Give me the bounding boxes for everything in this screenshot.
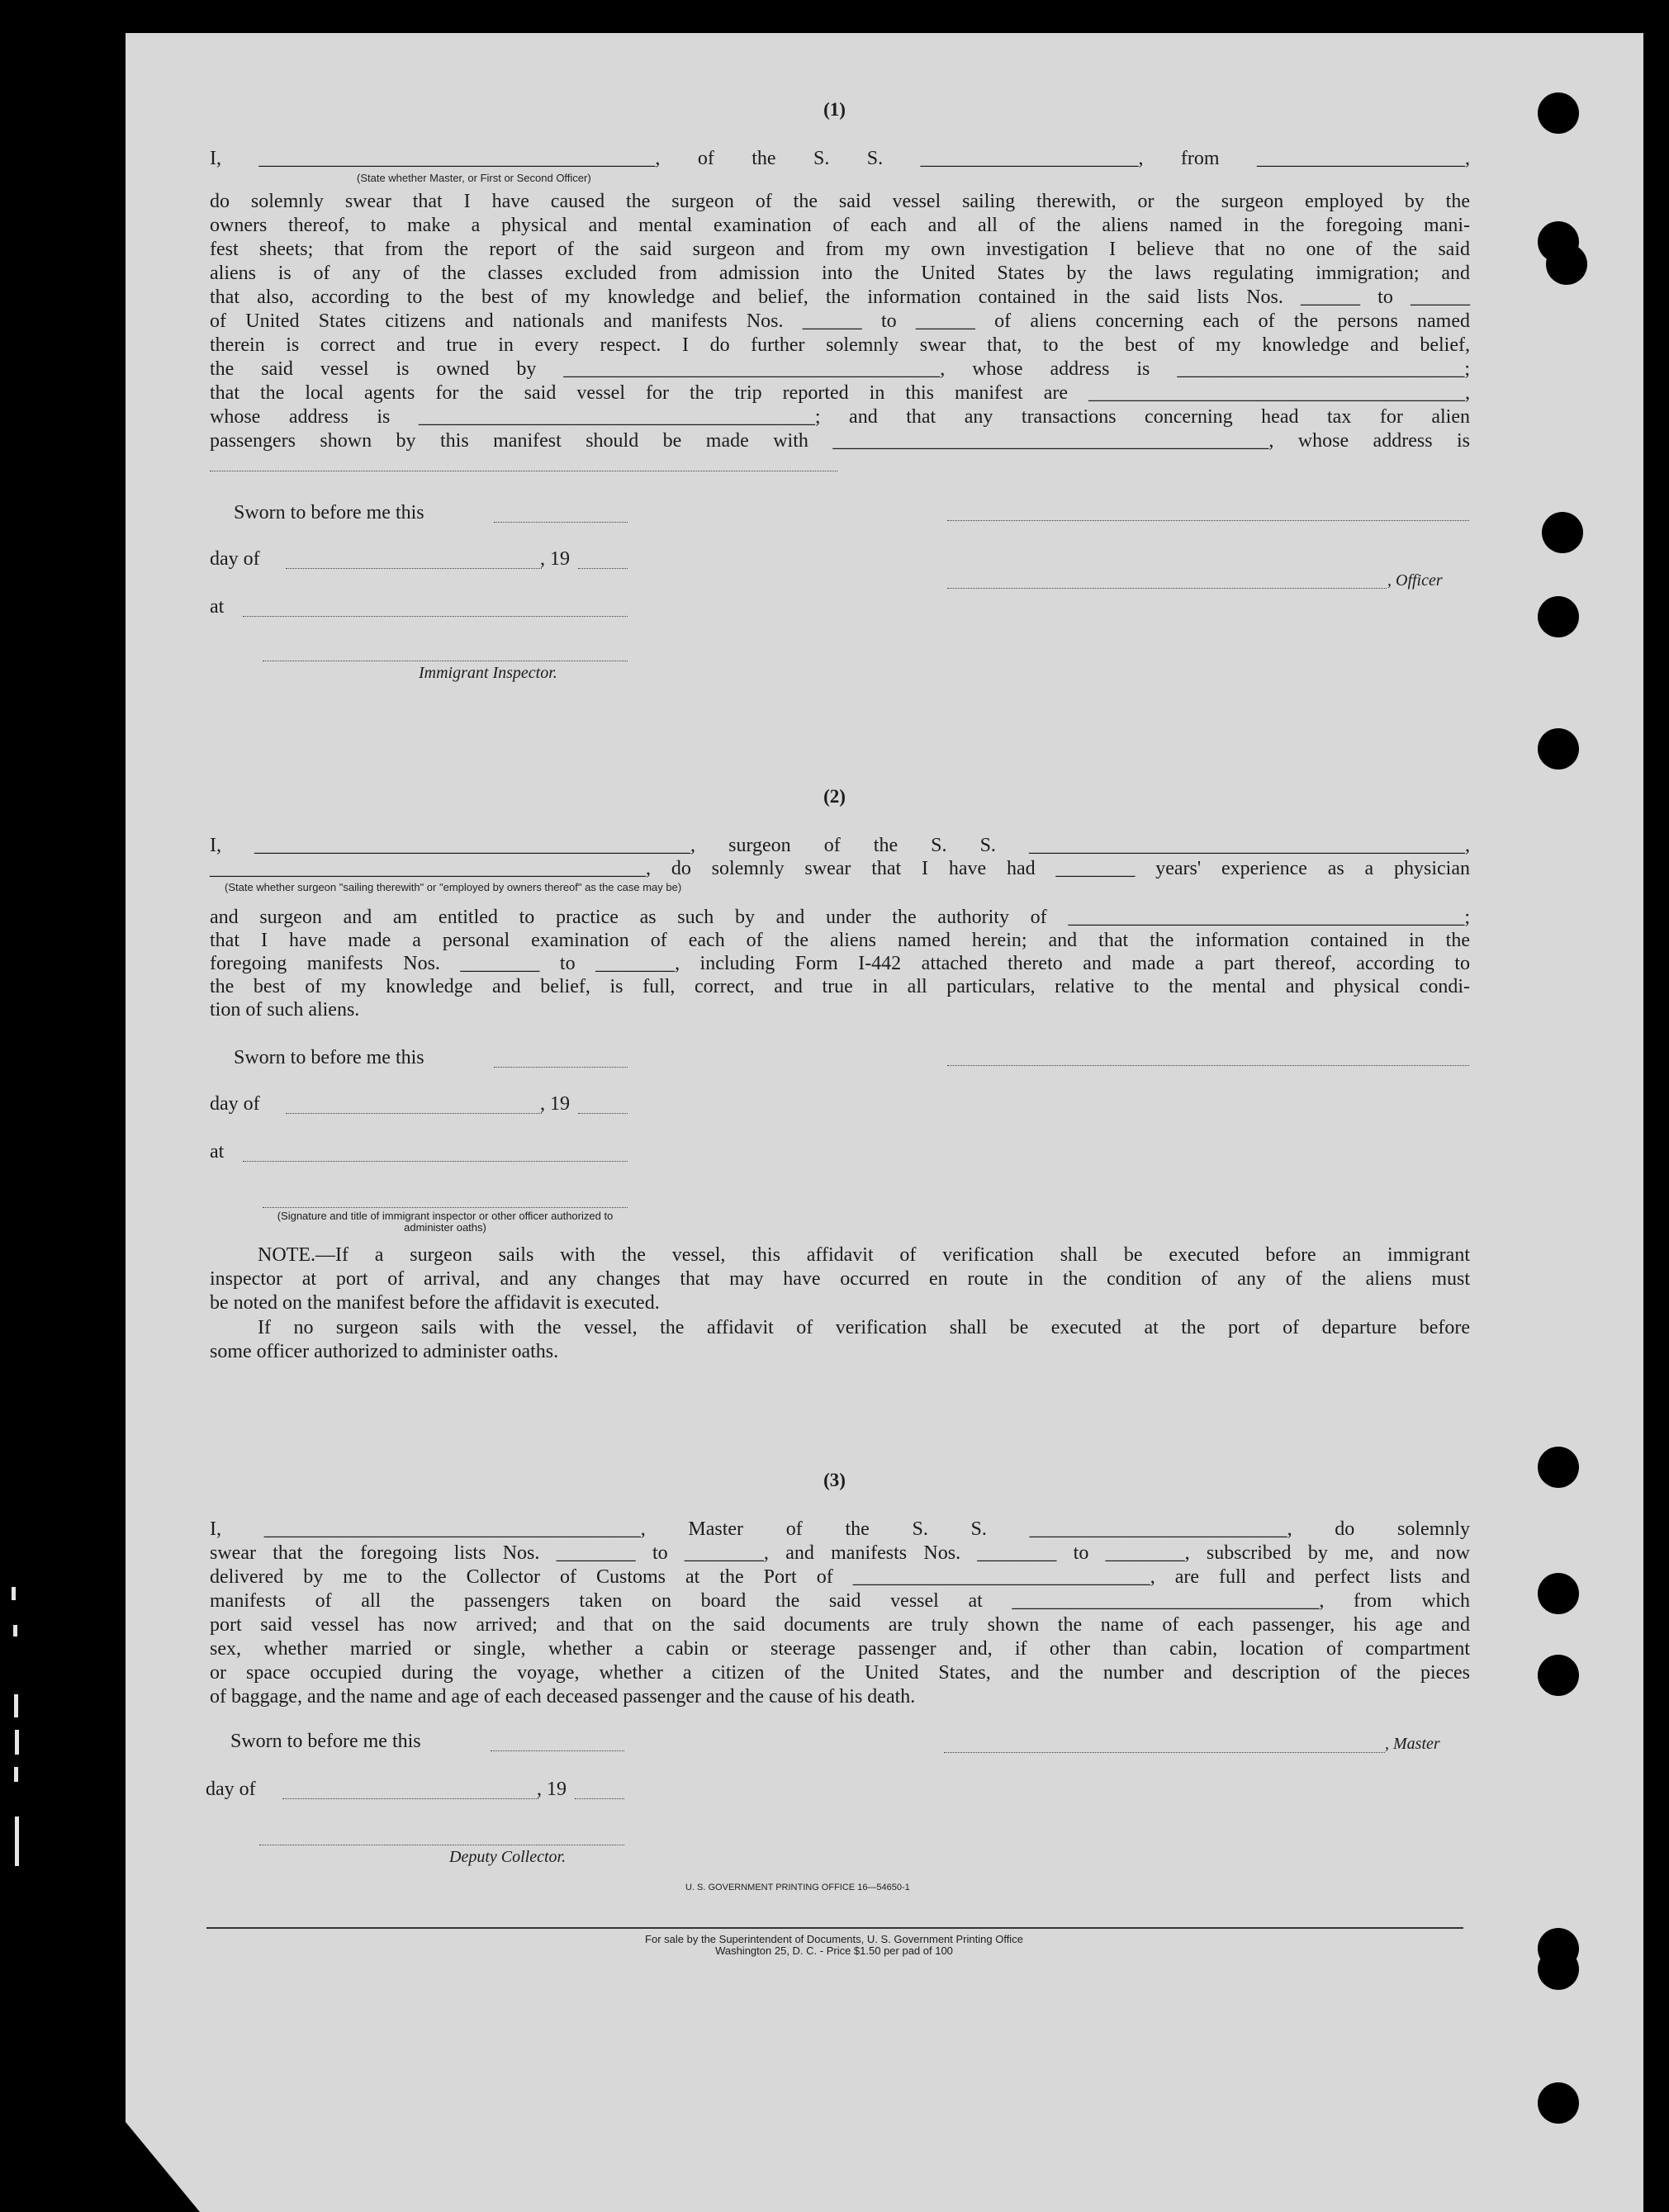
punch-hole (1538, 596, 1579, 637)
section-3-body-line: I, ______________________________________, Master of the S. S. __________________________, do solemnly (210, 1518, 1470, 1540)
note-line: If no surgeon sails with the vessel, the affidavit of verification shall be executed at the port of departure before (258, 1317, 1470, 1338)
section-1-body-line: aliens is of any of the classes excluded from admission into the United States by the laws regulating immigration; and (210, 263, 1470, 284)
punch-hole (1538, 1655, 1579, 1696)
section-3-body-line: sex, whether married or single, whether a cabin or steerage passenger and, if other than cabin, location of compartment (210, 1638, 1470, 1660)
at-label: at (210, 596, 225, 618)
section-2-body-line: and surgeon and am entitled to practice as such by and under the authority of ________________________________________; (210, 907, 1470, 928)
surgeon-note: (State whether surgeon "sailing therewith" or "employed by owners thereof" as the case may be) (225, 881, 682, 893)
day-of-label: day of (206, 1779, 256, 1800)
year-label: , 19 (540, 548, 570, 570)
year-blank[interactable] (578, 568, 628, 569)
section-3-body-line: swear that the foregoing lists Nos. ________ to ________, and manifests Nos. ________ to ________, subscribed by me, and now (210, 1542, 1470, 1564)
day-of-blank[interactable] (286, 1113, 542, 1114)
punch-hole (1546, 244, 1587, 285)
section-1-body-line: do solemnly swear that I have caused the surgeon of the said vessel sailing therewith, or the surgeon employed by the (210, 191, 1470, 212)
section-1-body-line: the said vessel is owned by ______________________________________, whose address is _____________________________; (210, 358, 1470, 380)
edge-mark (15, 1730, 19, 1755)
section-2-body-line: tion of such aliens. (210, 999, 360, 1021)
gpo-imprint: U. S. GOVERNMENT PRINTING OFFICE 16—54650-1 (685, 1883, 910, 1892)
note-line: NOTE.—If a surgeon sails with the vessel, this affidavit of verification shall be executed before an immigrant (258, 1244, 1470, 1266)
section-2-number: (2) (823, 786, 846, 807)
section-1-body-line: passengers shown by this manifest should be made with ____________________________________________, whose address is (210, 430, 1470, 452)
edge-mark (15, 1816, 19, 1866)
day-of-label: day of (210, 548, 260, 570)
officer-note: (State whether Master, or First or Second Officer) (357, 172, 591, 184)
edge-mark (14, 1767, 18, 1782)
section-2-line-2: ____________________________________________, do solemnly swear that I have had ________ years' experience as a physician (210, 858, 1470, 879)
punch-hole (1538, 1573, 1579, 1614)
officer-label: , Officer (1387, 571, 1443, 590)
punch-hole (1542, 512, 1583, 553)
section-3-number: (3) (823, 1470, 846, 1490)
master-signature-line[interactable] (944, 1752, 1385, 1753)
section-1-body-line: that the local agents for the said vessel for the trip reported in this manifest are ______________________________________, (210, 382, 1470, 404)
day-of-blank[interactable] (286, 568, 542, 569)
section-2-body-line: the best of my knowledge and belief, is full, correct, and true in all particulars, relative to the mental and physical condi- (210, 976, 1470, 997)
section-3-body-line: of baggage, and the name and age of each deceased passenger and the cause of his death. (210, 1686, 916, 1708)
section-3-body-line: port said vessel has now arrived; and that on the said documents are truly shown the name of each passenger, his age and (210, 1614, 1470, 1636)
year-blank[interactable] (578, 1113, 628, 1114)
footer-rule (206, 1927, 1463, 1929)
signature-note: (Signature and title of immigrant inspector or other officer authorized to administer oaths) (277, 1210, 614, 1234)
sale-line-2: Washington 25, D. C. - Price $1.50 per pad of 100 (715, 1944, 953, 1957)
punch-hole (1538, 728, 1579, 770)
year-blank[interactable] (575, 1798, 624, 1799)
edge-mark (13, 1625, 17, 1637)
surgeon-signature-line[interactable] (947, 1065, 1469, 1066)
section-1-body-line: that also, according to the best of my knowledge and belief, the information contained in the said lists Nos. ______ to ______ (210, 287, 1470, 308)
section-1-number: (1) (823, 99, 846, 120)
day-of-blank[interactable] (282, 1798, 538, 1799)
officer-signature-line-1[interactable] (947, 520, 1469, 521)
inspector-label: Immigrant Inspector. (419, 664, 557, 682)
year-label: , 19 (537, 1779, 567, 1800)
sale-line-1: For sale by the Superintendent of Documents, U. S. Government Printing Office (645, 1933, 1023, 1945)
section-1-line-1: I, ________________________________________, of the S. S. ______________________, from _____________________, (210, 148, 1470, 169)
note-line: inspector at port of arrival, and any changes that may have occurred en route in the condition of any of the aliens must (210, 1268, 1470, 1290)
sworn-label: Sworn to before me this (234, 1047, 424, 1068)
punch-hole (1538, 2082, 1579, 2124)
section-2-body-line: foregoing manifests Nos. ________ to ________, including Form I-442 attached thereto and made a part thereof, according to (210, 953, 1470, 974)
edge-mark (14, 1694, 18, 1717)
at-label: at (210, 1141, 225, 1163)
section-1-body-line: therein is correct and true in every respect. I do further solemnly swear that, to the best of my knowledge and belief, (210, 334, 1470, 356)
sworn-label: Sworn to before me this (230, 1731, 421, 1752)
collector-label: Deputy Collector. (449, 1848, 567, 1866)
section-1-body-line: owners thereof, to make a physical and mental examination of each and all of the aliens named in the foregoing mani- (210, 215, 1470, 236)
note-line: be noted on the manifest before the affidavit is executed. (210, 1292, 660, 1314)
section-1-body-line: whose address is ________________________________________; and that any transactions concerning head tax for alien (210, 406, 1470, 428)
sworn-label: Sworn to before me this (234, 502, 424, 523)
day-of-label: day of (210, 1093, 260, 1115)
section-2-body-line: that I have made a personal examination of each of the aliens named herein; and that the information contained in the (210, 930, 1470, 951)
section-3-body-line: delivered by me to the Collector of Customs at the Port of ______________________________, are full and perfect lists and (210, 1566, 1470, 1588)
year-label: , 19 (540, 1093, 570, 1115)
section-3-body-line: manifests of all the passengers taken on board the said vessel at _______________________________, from which (210, 1590, 1470, 1612)
at-blank[interactable] (243, 1161, 628, 1162)
sworn-day-blank[interactable] (491, 1750, 624, 1751)
sworn-day-blank[interactable] (494, 1067, 628, 1068)
officer-signature-line[interactable] (947, 588, 1387, 589)
at-blank[interactable] (243, 616, 628, 617)
note-line: some officer authorized to administer oaths. (210, 1341, 559, 1362)
edge-mark (12, 1587, 16, 1600)
section-1-body-line: fest sheets; that from the report of the said surgeon and from my own investigation I believe that no one of the said (210, 239, 1470, 260)
punch-hole (1538, 1949, 1579, 1990)
master-label: , Master (1385, 1735, 1440, 1753)
section-1-body-line: of United States citizens and nationals and manifests Nos. ______ to ______ of aliens concerning each of the persons named (210, 310, 1470, 332)
sworn-day-blank[interactable] (494, 522, 628, 523)
inspector-signature-line[interactable] (263, 1207, 628, 1208)
section-3-body-line: or space occupied during the voyage, whether a citizen of the United States, and the number and description of the pieces (210, 1662, 1470, 1684)
section-2-line-1: I, ____________________________________________, surgeon of the S. S. ____________________________________________, (210, 835, 1470, 856)
